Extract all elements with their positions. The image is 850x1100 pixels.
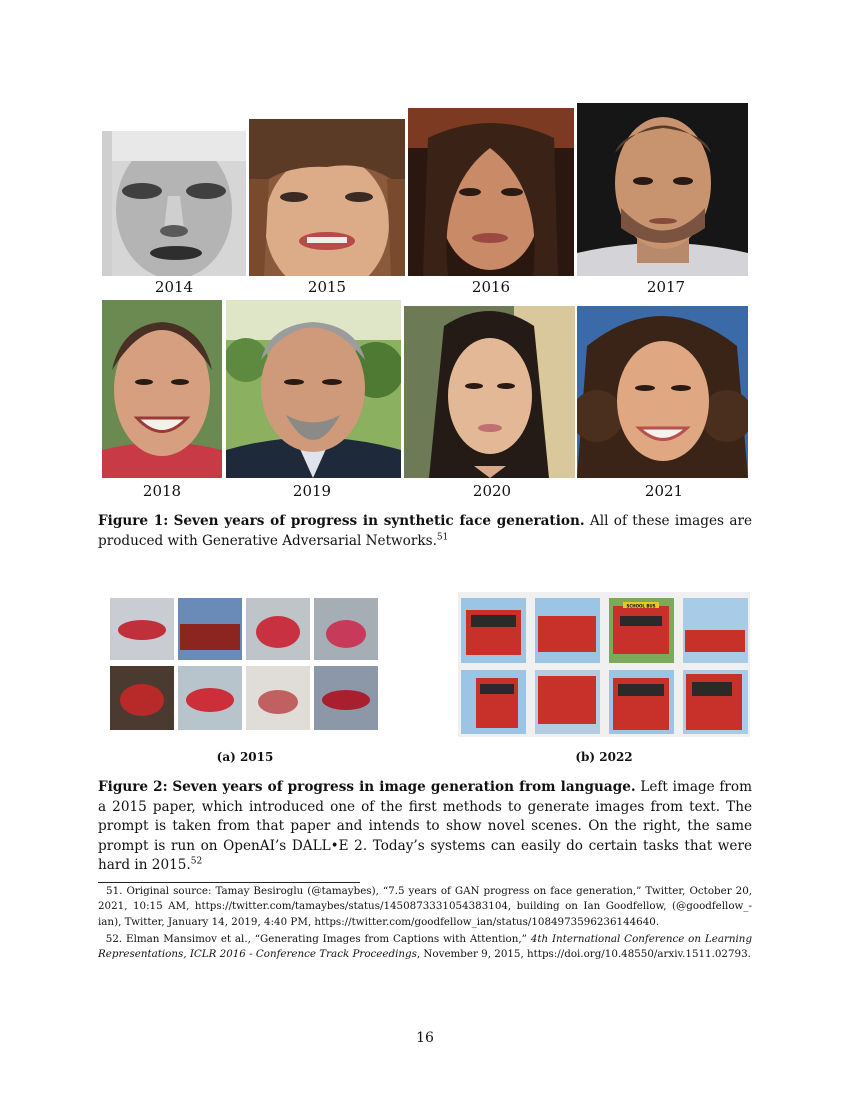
face-2019-image (226, 300, 401, 478)
bus-sign-text: SCHOOL BUS (626, 603, 656, 609)
grid-2022-image (458, 592, 750, 737)
footnote-51-text: Original source: Tamay Besiroglu (@tamaybes), “7.5 years of GAN progress on face generation,” Twitter, October 20, 2021, 10:15 AM, https://twitter.com/tamaybes/status/1450873331054383104, building on Ian Goodfellow, (@goodfellow_-ian), Twitter, January 14, 2019, 4:40 PM, https://twitter.com/goodfellow_ian/status/1084973596236144640. (98, 885, 753, 928)
year-label-2020: 2020 (472, 482, 512, 500)
page-number: 16 (416, 1030, 434, 1046)
figure-1-caption (98, 512, 752, 551)
footnote-52-venue: 4th International Conference on Learning Representations, ICLR 2016 - Conference Track Proceedings (98, 933, 753, 961)
face-2021-image (577, 306, 748, 478)
year-label-2021: 2021 (644, 482, 684, 500)
footnote-divider (98, 882, 360, 883)
footnote-ref-51[interactable]: 51 (436, 531, 449, 542)
figure-1-caption-label: Figure 1: (98, 513, 169, 529)
year-label-2018: 2018 (142, 482, 182, 500)
face-2015-image (249, 119, 405, 276)
face-2020-image (404, 306, 575, 478)
year-label-2016: 2016 (471, 278, 511, 296)
subfigure-b-label: (b) 2022 (575, 750, 633, 764)
footnote-51-number: 51. (106, 885, 123, 897)
face-2017-image (577, 103, 748, 276)
figure-2-caption-text: Left image from a 2015 paper, which introduced one of the first methods to generate images from text. The prompt is taken from that paper and intends to show novel scenes. On the right, the same prompt is run on OpenAI’s DALL•E 2. Today’s systems can easily do certain tasks that were hard in 2015. (98, 779, 752, 873)
footnote-51 (98, 884, 752, 930)
year-label-2015: 2015 (307, 278, 347, 296)
subfigure-a-label: (a) 2015 (216, 750, 274, 764)
year-label-2017: 2017 (646, 278, 686, 296)
grid-2015-image (108, 596, 382, 732)
figure-1-caption-text: All of these images are produced with Generative Adversarial Networks. (98, 513, 752, 549)
figure-2-caption (98, 778, 752, 876)
figure-1-caption-title: Seven years of progress in synthetic face generation. (173, 513, 585, 529)
face-2014-image (102, 131, 246, 276)
figure-2-caption-title: Seven years of progress in image generation from language. (172, 779, 636, 795)
footnote-ref-52[interactable]: 52 (190, 856, 203, 867)
year-label-2014: 2014 (154, 278, 194, 296)
year-label-2019: 2019 (292, 482, 332, 500)
face-2018-image (102, 300, 222, 478)
footnote-52 (98, 932, 752, 963)
footnote-52-text-pre: Elman Mansimov et al., “Generating Images from Captions with Attention,” (126, 933, 527, 945)
face-2016-image (408, 108, 574, 276)
footnote-52-text-post: , November 9, 2015, https://doi.org/10.48550/arxiv.1511.02793. (416, 948, 751, 961)
figure-2-caption-label: Figure 2: (98, 779, 168, 795)
footnote-52-number: 52. (105, 933, 123, 945)
